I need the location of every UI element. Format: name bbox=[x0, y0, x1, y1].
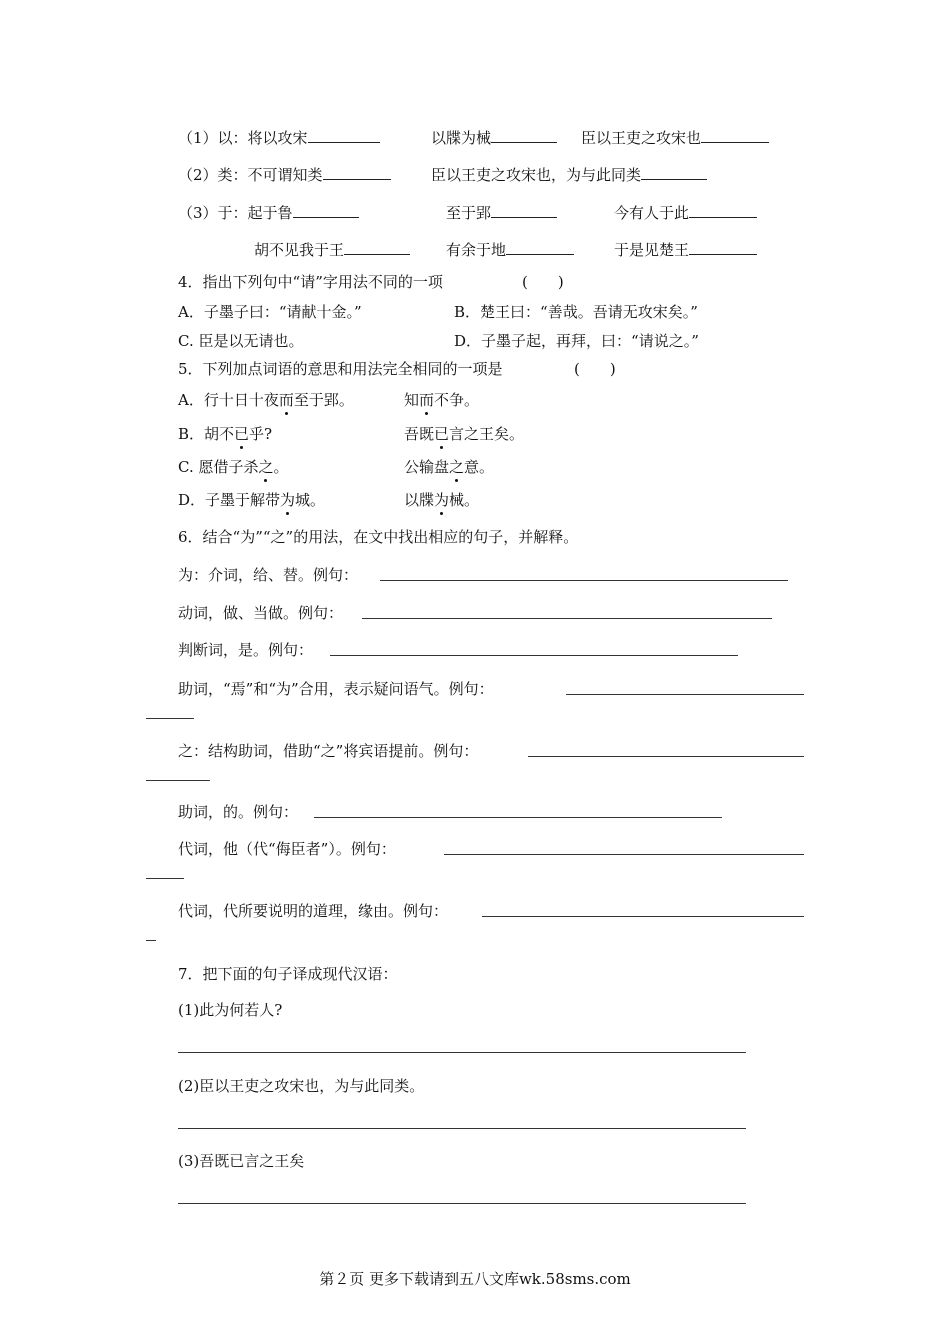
q3-row-4c: 于是见楚王 bbox=[614, 239, 757, 260]
dotted-word: 已 bbox=[434, 425, 450, 443]
q5-option-b-left: B．胡不已乎? bbox=[178, 425, 273, 443]
answer-line[interactable] bbox=[330, 655, 738, 656]
q5-option-a-left: A．行十日十夜而至于郢。 bbox=[178, 391, 354, 409]
dotted-word: 而 bbox=[278, 391, 294, 409]
answer-line[interactable] bbox=[444, 854, 804, 855]
q6-line-5-label: 之：结构助词，借助“之”将宾语提前。例句： bbox=[178, 742, 479, 760]
q6-line-7-label: 代词，他（代“侮臣者”）。例句： bbox=[178, 840, 396, 858]
q4-option-c: C. 臣是以无请也。 bbox=[178, 332, 304, 350]
answer-blank[interactable] bbox=[308, 127, 380, 143]
q5-option-a-right: 知而不争。 bbox=[404, 391, 480, 409]
q4-option-a: A．子墨子曰：“请献十金。” bbox=[178, 303, 362, 321]
q5-option-c-right: 公输盘之意。 bbox=[404, 458, 495, 476]
dotted-word: 为 bbox=[280, 491, 296, 509]
q3-row-1c: 臣以王吏之攻宋也 bbox=[581, 127, 769, 148]
q3-row-2b: 臣以王吏之攻宋也，为与此同类 bbox=[431, 164, 707, 185]
answer-blank[interactable] bbox=[506, 239, 574, 255]
q3-row-2: （2）类：不可谓知类 bbox=[178, 164, 391, 185]
answer-blank[interactable] bbox=[689, 202, 757, 218]
answer-line-continuation[interactable] bbox=[146, 780, 210, 781]
q4-answer-paren[interactable]: ( ) bbox=[522, 273, 564, 291]
dotted-word: 之 bbox=[449, 458, 465, 476]
q4-option-b: B．楚王曰：“善哉。吾请无攻宋矣。” bbox=[454, 303, 698, 321]
answer-blank[interactable] bbox=[491, 127, 557, 143]
q6-line-6-label: 助词，的。例句： bbox=[178, 803, 299, 821]
answer-blank[interactable] bbox=[293, 202, 359, 218]
q5-stem: 5．下列加点词语的意思和用法完全相同的一项是 bbox=[178, 360, 503, 378]
answer-line-continuation[interactable] bbox=[146, 878, 184, 879]
answer-line[interactable] bbox=[362, 618, 772, 619]
translation-line[interactable] bbox=[178, 1203, 746, 1204]
translation-line[interactable] bbox=[178, 1052, 746, 1053]
answer-blank[interactable] bbox=[323, 164, 391, 180]
q6-line-1-label: 为：介词，给、替。例句： bbox=[178, 566, 359, 584]
q3-row-4b: 有余于地 bbox=[446, 239, 574, 260]
q6-line-8-label: 代词，代所要说明的道理，缘由。例句： bbox=[178, 902, 449, 920]
answer-line-continuation[interactable] bbox=[146, 718, 194, 719]
dotted-word: 之 bbox=[258, 458, 274, 476]
q5-option-d-right: 以牒为械。 bbox=[404, 491, 480, 509]
q5-option-d-left: D．子墨于解带为城。 bbox=[178, 491, 326, 509]
q7-sentence-1: (1)此为何若人? bbox=[178, 1001, 283, 1019]
q6-stem: 6．结合“为”“之”的用法，在文中找出相应的句子，并解释。 bbox=[178, 528, 579, 546]
q3-row-1: （1）以：将以攻宋 bbox=[178, 127, 380, 148]
answer-blank[interactable] bbox=[344, 239, 410, 255]
q4-stem: 4．指出下列句中“请”字用法不同的一项 bbox=[178, 273, 443, 291]
q7-stem: 7．把下面的句子译成现代汉语： bbox=[178, 965, 398, 983]
q5-answer-paren[interactable]: ( ) bbox=[574, 360, 616, 378]
q3-row-4: 胡不见我于王 bbox=[254, 239, 410, 260]
q3-row-3b: 至于郢 bbox=[446, 202, 557, 223]
q3-row-1b: 以牒为械 bbox=[431, 127, 557, 148]
answer-line[interactable] bbox=[314, 817, 722, 818]
answer-line[interactable] bbox=[482, 916, 804, 917]
q5-option-c-left: C. 愿借子杀之。 bbox=[178, 458, 289, 476]
q3-row-3c: 今有人于此 bbox=[614, 202, 757, 223]
dotted-word: 为 bbox=[434, 491, 450, 509]
answer-line[interactable] bbox=[528, 756, 804, 757]
answer-blank[interactable] bbox=[641, 164, 707, 180]
q6-line-4-label: 助词，“焉”和“为”合用，表示疑问语气。例句： bbox=[178, 680, 494, 698]
q7-sentence-2: (2)臣以王吏之攻宋也，为与此同类。 bbox=[178, 1077, 425, 1095]
dotted-word: 已 bbox=[234, 425, 250, 443]
q7-sentence-3: (3)吾既已言之王矣 bbox=[178, 1152, 305, 1170]
answer-line[interactable] bbox=[380, 580, 788, 581]
answer-line-continuation[interactable] bbox=[146, 940, 156, 941]
q5-option-b-right: 吾既已言之王矣。 bbox=[404, 425, 525, 443]
q6-line-2-label: 动词，做、当做。例句： bbox=[178, 604, 344, 622]
page-footer: 第２页 更多下载请到五八文库wk.58sms.com bbox=[319, 1270, 631, 1288]
answer-blank[interactable] bbox=[701, 127, 769, 143]
answer-line[interactable] bbox=[566, 694, 804, 695]
q4-option-d: D．子墨子起，再拜，曰：“请说之。” bbox=[454, 332, 699, 350]
q3-row-3: （3）于：起于鲁 bbox=[178, 202, 359, 223]
answer-blank[interactable] bbox=[689, 239, 757, 255]
answer-blank[interactable] bbox=[491, 202, 557, 218]
q6-line-3-label: 判断词，是。例句： bbox=[178, 641, 314, 659]
translation-line[interactable] bbox=[178, 1128, 746, 1129]
dotted-word: 而 bbox=[419, 391, 435, 409]
